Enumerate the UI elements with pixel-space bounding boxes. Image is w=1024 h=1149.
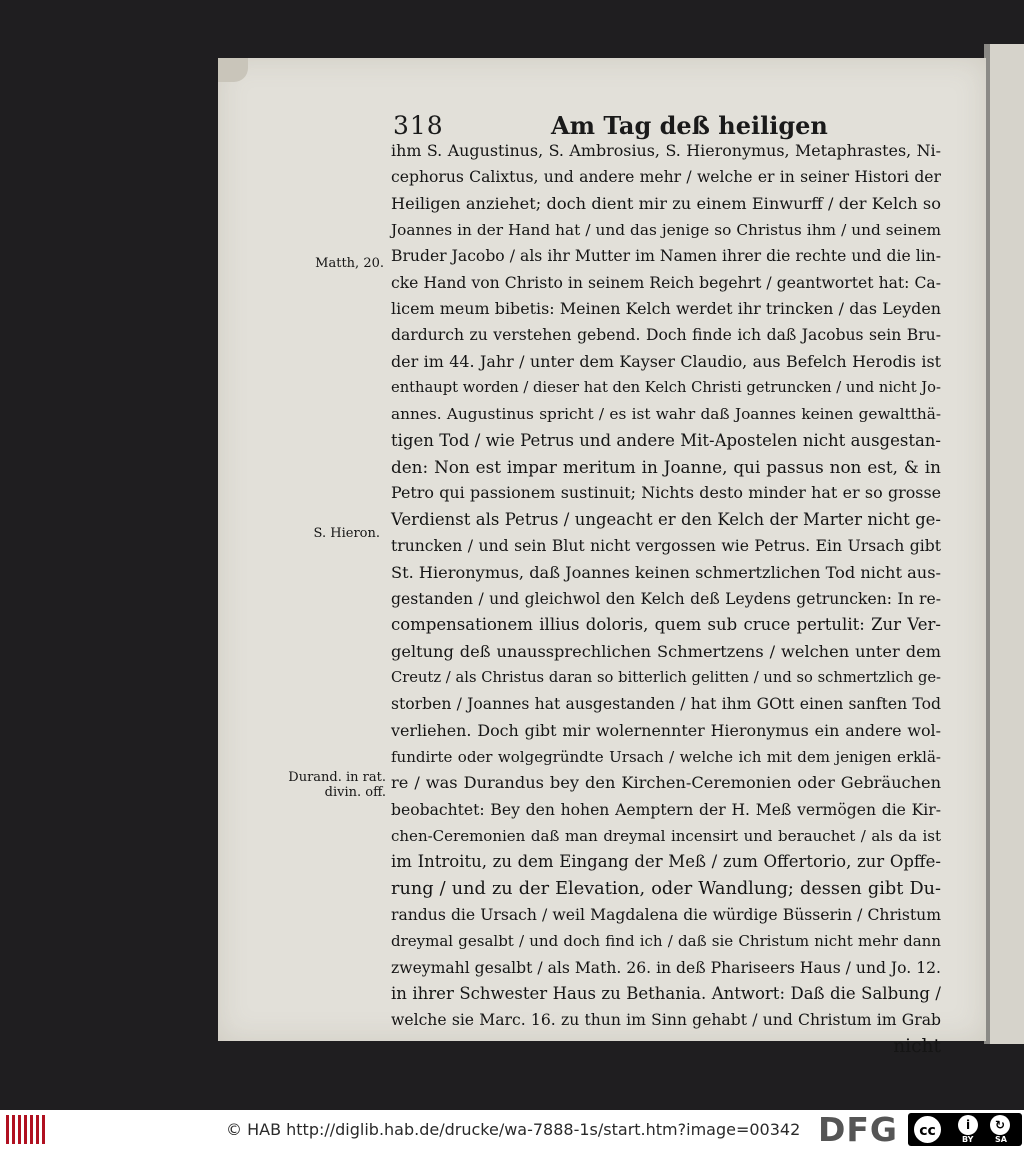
page-header [393,111,938,141]
running-head: Am Tag deß heiligen [551,111,828,140]
barcode-icon [6,1115,46,1144]
text-line: zweymahl gesalbt / als Math. 26. in deß Phariseers Haus / und Jo. 12. [391,958,941,977]
margin-note: Durand. in rat. divin. off. [288,770,386,800]
text-line: dreymal gesalbt / und doch find ich / daß sie Christum nicht mehr dann [391,932,941,951]
text-line: tigen Tod / wie Petrus und andere Mit-Apostelen nicht ausgestan- [391,430,941,450]
text-line: storben / Joannes hat ausgestanden / hat ihm GOtt einen sanften Tod [391,695,941,714]
margin-note: S. Hieron. [313,526,380,541]
text-line: licem meum bibetis: Meinen Kelch werdet ihr trincken / das Leyden [391,299,941,319]
text-line: in ihrer Schwester Haus zu Bethania. Antwort: Daß die Salbung / [391,984,941,1003]
text-line: chen-Ceremonien daß man dreymal incensirt und berauchet / als da ist [391,826,941,845]
text-line: cephorus Calixtus, und andere mehr / welche er in seiner Histori der [391,168,941,187]
cc-icon: cc [912,1114,943,1145]
text-line: fundirte oder wolgegründte Ursach / welche ich mit dem jenigen erklä- [391,747,941,766]
text-line: ihm S. Augustinus, S. Ambrosius, S. Hieronymus, Metaphrastes, Ni- [391,141,941,160]
by-icon: i [958,1115,978,1135]
text-line: im Introitu, zu dem Eingang der Meß / zum Offertorio, zur Opffe- [391,852,941,872]
text-line: Creutz / als Christus daran so bitterlich gelitten / und so schmertzlich ge- [391,668,941,686]
next-page-edge [986,44,1024,1044]
footer-bar [0,1110,1024,1149]
by-label: BY [962,1135,974,1144]
text-line: Joannes in der Hand hat / und das jenige so Christus ihm / und seinem [391,221,941,240]
text-line: St. Hieronymus, daß Joannes keinen schmertzlichen Tod nicht aus- [391,562,941,582]
text-line: dardurch zu verstehen gebend. Doch finde ich daß Jacobus sein Bru- [391,326,941,345]
text-line: re / was Durandus bey den Kirchen-Ceremonien oder Gebräuchen [391,773,941,793]
text-line: Bruder Jacobo / als ihr Mutter im Namen ihrer die rechte und die lin- [391,247,941,266]
text-line: gestanden / und gleichwol den Kelch deß Leydens getruncken: In re- [391,589,941,608]
text-line: geltung deß unaussprechlichen Schmertzens / welchen unter dem [391,641,941,661]
text-line: truncken / und sein Blut nicht vergossen wie Petrus. Ein Ursach gibt [391,537,941,556]
sa-icon: ↻ [990,1115,1010,1135]
margin-note: Matth, 20. [315,256,384,271]
text-line: compensationem illius doloris, quem sub cruce pertulit: Zur Ver- [391,615,941,635]
text-line: beobachtet: Bey den hohen Aemptern der H. Meß vermögen die Kir- [391,800,941,819]
text-line: welche sie Marc. 16. zu thun im Sinn gehabt / und Christum im Grab [391,1011,941,1030]
text-line: rung / und zu der Elevation, oder Wandlung; dessen gibt Du- [391,878,941,899]
text-line: verliehen. Doch gibt mir wolernennter Hieronymus ein andere wol- [391,720,941,740]
sa-label: SA [995,1135,1007,1144]
text-line: annes. Augustinus spricht / es ist wahr daß Joannes keinen gewaltthä- [391,405,941,424]
page-number: 318 [393,111,444,140]
source-link[interactable]: © HAB http://diglib.hab.de/drucke/wa-7888-1s/start.htm?image=00342 [226,1120,801,1139]
body-text [391,138,941,1060]
cc-license-badge[interactable] [908,1113,1022,1146]
text-line: der im 44. Jahr / unter dem Kayser Claudio, aus Befelch Herodis ist [391,351,941,371]
text-line: nicht [893,1035,941,1057]
text-line: randus die Ursach / weil Magdalena die würdige Büsserin / Christum [391,905,941,924]
text-line: Petro qui passionem sustinuit; Nichts desto minder hat er so grosse [391,483,941,503]
text-line: Verdienst als Petrus / ungeacht er den Kelch der Marter nicht ge- [391,509,941,529]
dfg-logo: DFG [818,1110,899,1149]
text-line: den: Non est impar meritum in Joanne, qui passus non est, & in [391,457,941,478]
text-line: cke Hand von Christo in seinem Reich begehrt / geantwortet hat: Ca- [391,273,941,292]
text-line: enthaupt worden / dieser hat den Kelch Christi getruncken / und nicht Jo- [391,379,941,397]
text-line: Heiligen anziehet; doch dient mir zu einem Einwurff / der Kelch so [391,193,941,213]
